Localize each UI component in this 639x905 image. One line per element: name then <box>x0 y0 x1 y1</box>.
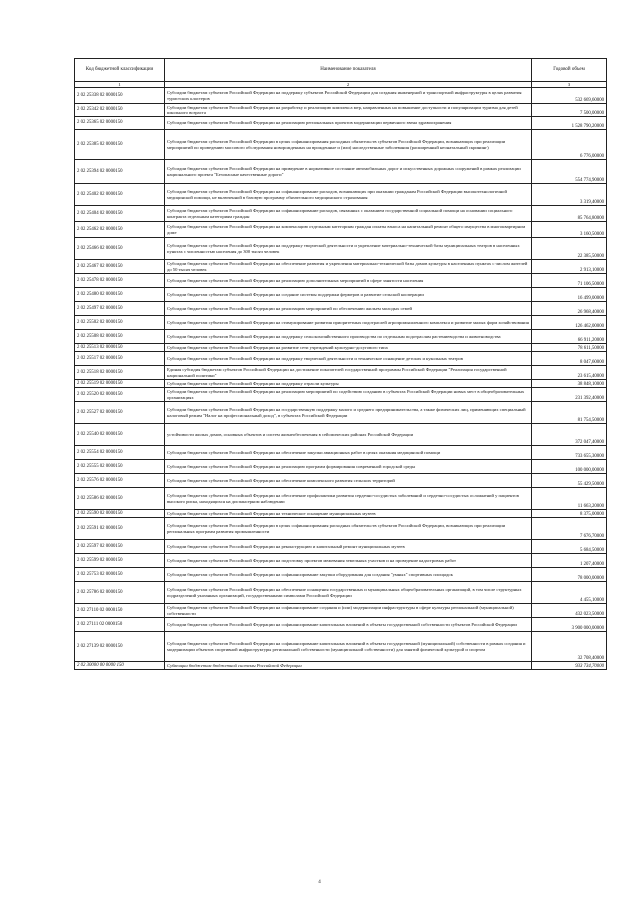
row-amount: 55 429,50000 <box>532 474 607 488</box>
row-code: 2 02 25385 02 0000150 <box>75 130 165 160</box>
row-name: Субсидии бюджетам субъектов Российской Федерации на реконструкцию и капитальный ремонт муниципальных музеев <box>165 540 532 554</box>
row-code: 2 02 25753 02 0000150 <box>75 568 165 582</box>
row-name: Субсидии бюджетам субъектов Российской Федерации на реализацию дополнительных мероприятий в сфере занятости населения <box>165 274 532 288</box>
row-code: 2 02 25502 02 0000150 <box>75 316 165 330</box>
row-amount: 81 754,50000 <box>532 402 607 424</box>
table-row <box>75 330 607 344</box>
row-code: 2 02 25599 02 0000150 <box>75 554 165 568</box>
table-row <box>75 388 607 402</box>
row-name: Субсидии бюджетам субъектов Российской Федерации на обеспечение закупки авиационных работ в целях оказания медицинской помощи <box>165 446 532 460</box>
row-code: 2 02 25554 02 0000150 <box>75 446 165 460</box>
row-code: 2 02 25517 02 0000150 <box>75 352 165 366</box>
row-name: Единая субсидия бюджетам субъектов Российской Федерации на достижение показателей государственной программы Российской Федерации "Реализация государственной национальной политики" <box>165 366 532 380</box>
row-name: Субсидии бюджетам субъектов Российской Федерации на реализацию региональных проектов модернизации первичного звена здравоохранения <box>165 117 532 130</box>
table-row <box>75 238 607 260</box>
row-amount: 8 375,00000 <box>532 510 607 518</box>
row-name: Субсидии бюджетам субъектов Российской Федерации на подготовку проектов межевания земельных участков и на проведение кадастровых работ <box>165 554 532 568</box>
row-name: Субсидии бюджетам субъектов Российской Федерации на техническое оснащение муниципальных музеев <box>165 510 532 518</box>
row-code: 2 02 25338 02 0000150 <box>75 88 165 104</box>
table-row <box>75 288 607 302</box>
row-amount: 100 000,00000 <box>532 460 607 474</box>
row-amount: 6 776,00000 <box>532 130 607 160</box>
row-code: 2 02 25540 02 0000150 <box>75 424 165 446</box>
row-amount: 78 000,00000 <box>532 568 607 582</box>
table-row <box>75 402 607 424</box>
row-amount: 532 669,60000 <box>532 88 607 104</box>
table-row <box>75 424 607 446</box>
row-amount: 85 764,80000 <box>532 206 607 222</box>
row-name: Субсидии бюджетам субъектов Российской Федерации на государственную поддержку малого и среднего предпринимательства, а также физических лиц, применяющих специальный налоговый режим "Налог на профессиональный доход", в субъектах Российской Федерации <box>165 402 532 424</box>
row-amount: 11 663,20000 <box>532 488 607 510</box>
row-code: 2 02 25590 02 0000150 <box>75 510 165 518</box>
row-code: 2 02 25342 02 0000150 <box>75 104 165 117</box>
row-amount: 22 385,50000 <box>532 238 607 260</box>
row-code: 2 02 25519 02 0000150 <box>75 380 165 388</box>
table-row <box>75 662 607 670</box>
row-name: Субсидии бюджетам субъектов Российской Федерации на разработку и реализацию комплекса мер, направленных на повышение доступности и популяризации туризма для детей школьного возраста <box>165 104 532 117</box>
row-amount: 32 708,40000 <box>532 632 607 662</box>
row-amount: 7 500,00000 <box>532 104 607 117</box>
row-code: 2 02 27139 02 0000150 <box>75 632 165 662</box>
table-row <box>75 88 607 104</box>
row-amount: 2 913,10000 <box>532 260 607 274</box>
table-row <box>75 344 607 352</box>
table-row <box>75 352 607 366</box>
row-amount: 3 319,40000 <box>532 184 607 206</box>
row-code: 2 02 25402 02 0000150 <box>75 184 165 206</box>
table-row <box>75 518 607 540</box>
header-code: Код бюджетной классификации <box>75 59 165 82</box>
row-code: 2 02 25591 02 0000150 <box>75 518 165 540</box>
row-amount: 372 047,40000 <box>532 424 607 446</box>
table-row <box>75 260 607 274</box>
table-row <box>75 366 607 380</box>
table-row <box>75 618 607 632</box>
table-row <box>75 380 607 388</box>
table-row <box>75 510 607 518</box>
page-number: 4 <box>318 880 321 885</box>
row-name: Субсидии бюджетам субъектов Российской Федерации на софинансирование капитальных вложений в объекты государственной (муниципальной) собственности в рамках создания и модернизации объектов спортивной инфраструктуры региональной собственности (муниципальной собственности) для занятий физической культурой и спортом <box>165 632 532 662</box>
table-row <box>75 568 607 582</box>
row-code: 2 02 25520 02 0000150 <box>75 388 165 402</box>
row-amount: 66 911,20000 <box>532 330 607 344</box>
table-header-row <box>75 59 607 82</box>
column-number: 3 <box>532 82 607 88</box>
row-amount: 733 655,30000 <box>532 446 607 460</box>
row-name: Субсидии бюджетам субъектов Российской Федерации на обеспечение комплексного развития сельских территорий <box>165 474 532 488</box>
row-code: 2 02 25576 02 0000150 <box>75 474 165 488</box>
row-code: 2 02 25555 02 0000150 <box>75 460 165 474</box>
row-code: 2 02 25497 02 0000150 <box>75 302 165 316</box>
row-name: Субсидии бюджетам субъектов Российской Федерации на обеспечение развития и укрепления материально-технической базы домов культуры в населенных пунктах с числом жителей до 50 тысяч человек <box>165 260 532 274</box>
row-name: Субсидии бюджетам субъектов Российской Федерации на поддержку творческой деятельности и укрепление материально-технической базы муниципальных театров в населенных пунктах с численностью населения до 300 тысяч человек <box>165 238 532 260</box>
row-amount: 8 047,60000 <box>532 352 607 366</box>
row-name: Субсидии бюджетам субъектов Российской Федерации на реализацию мероприятий по обеспечению жильем молодых семей <box>165 302 532 316</box>
row-code: 2 02 25597 02 0000150 <box>75 540 165 554</box>
row-name: Субсидии бюджетам субъектов Российской Федерации на поддержку субъектов Российской Федерации для создания инженерной и транспортной инфраструктуры в целях развития туристских кластеров <box>165 88 532 104</box>
row-amount: 432 023,50000 <box>532 604 607 618</box>
table-row <box>75 222 607 238</box>
row-name: Субсидии бюджетам субъектов Российской Федерации на софинансирование расходов, связанных с оказанием государственной социальной помощи на основании социального контракта отдельным категориям граждан <box>165 206 532 222</box>
row-code: 2 02 25394 02 0000150 <box>75 160 165 184</box>
row-amount: 4 455,10000 <box>532 582 607 604</box>
row-code: 2 02 25462 02 0000150 <box>75 222 165 238</box>
row-amount: 71 106,50000 <box>532 274 607 288</box>
row-code: 2 02 25786 02 0000150 <box>75 582 165 604</box>
row-name: Субсидии бюджетам субъектов Российской Федерации на создание системы поддержки фермеров и развитие сельской кооперации <box>165 288 532 302</box>
header-name: Наименование показателя <box>165 59 532 82</box>
row-name: Субсидии бюджетам субъектов Российской Федерации на софинансирование создания и (или) модернизации инфраструктуры в сфере культуры региональной (муниципальной) собственности <box>165 604 532 618</box>
row-amount: 3 160,50000 <box>532 222 607 238</box>
table-row <box>75 488 607 510</box>
row-code: 2 02 25478 02 0000150 <box>75 274 165 288</box>
row-name: Субсидии бюджетам субъектов Российской Федерации на стимулирование развития приоритетных подотраслей агропромышленного комплекса и развитие малых форм хозяйствования <box>165 316 532 330</box>
row-amount: 78 611,50000 <box>532 344 607 352</box>
table-row <box>75 130 607 160</box>
table-row <box>75 446 607 460</box>
row-amount: 38 848,10000 <box>532 380 607 388</box>
row-code: 2 02 25527 02 0000150 <box>75 402 165 424</box>
table-row <box>75 274 607 288</box>
row-name: Субсидии бюджетам субъектов Российской Федерации на поддержку сельскохозяйственного производства по отдельным подотраслям растениеводства и животноводства <box>165 330 532 344</box>
row-amount: 5 684,50000 <box>532 540 607 554</box>
table-row <box>75 460 607 474</box>
row-amount: 16 499,00000 <box>532 288 607 302</box>
row-code: 2 02 25508 02 0000150 <box>75 330 165 344</box>
row-name: Субсидии бюджетам субъектов Российской Федерации на обеспечение профилактики развития сердечно-сосудистых заболеваний и сердечно-сосудистых осложнений у пациентов высокого риска, находящихся на диспансерном наблюдении <box>165 488 532 510</box>
row-code: 2 02 27111 02 0000150 <box>75 618 165 632</box>
row-name: Субсидии бюджетам субъектов Российской Федерации на софинансирование капитальных вложений в объекты государственной собственности субъектов Российской Федерации <box>165 618 532 632</box>
row-name: Субсидии бюджетам субъектов Российской Федерации на реализацию мероприятий по содействию созданию в субъектах Российской Федерации новых мест в общеобразовательных организациях <box>165 388 532 402</box>
table-row <box>75 184 607 206</box>
table-row <box>75 554 607 568</box>
table-row <box>75 316 607 330</box>
row-name: Субсидии бюджетам субъектов Российской Федерации на софинансирование расходов, возникающих при оказании гражданам Российской Федерации высокотехнологичной медицинской помощи, не включенной в базовую программу обязательного медицинского страхования <box>165 184 532 206</box>
row-name: Субвенции бюджетам бюджетной системы Российской Федерации <box>165 662 532 670</box>
table-row <box>75 302 607 316</box>
row-amount: 23 615,40000 <box>532 366 607 380</box>
row-name: Субсидии бюджетам субъектов Российской Федерации на поддержку отрасли культуры <box>165 380 532 388</box>
document-page <box>74 58 606 670</box>
table-row <box>75 474 607 488</box>
budget-table <box>74 58 607 670</box>
table-row <box>75 604 607 618</box>
table-row <box>75 117 607 130</box>
row-name: Субсидии бюджетам субъектов Российской Федерации на поддержку творческой деятельности и техническое оснащение детских и кукольных театров <box>165 352 532 366</box>
row-name: Субсидии бюджетам субъектов Российской Федерации на реализацию программ формирования современной городской среды <box>165 460 532 474</box>
row-amount: 1 207,40000 <box>532 554 607 568</box>
row-code: 2 02 25466 02 0000150 <box>75 238 165 260</box>
row-name: Субсидии бюджетам субъектов Российской Федерации на компенсацию отдельным категориям граждан оплаты взноса на капитальный ремонт общего имущества в многоквартирном доме <box>165 222 532 238</box>
column-number: 1 <box>75 82 165 88</box>
header-amount: Годовой объем <box>532 59 607 82</box>
table-row <box>75 540 607 554</box>
row-amount: 3 900 000,00000 <box>532 618 607 632</box>
row-name: Субсидии бюджетам субъектов Российской Федерации в целях софинансирования расходных обязательств субъектов Российской Федерации, возникающих при реализации региональных программ развития промышленности <box>165 518 532 540</box>
row-name: Субсидии бюджетам субъектов Российской Федерации в целях софинансирования расходных обязательств субъектов Российской Федерации, возникающих при реализации мероприятий по проведению массового обследования новорожденных на врожденные и (или) наследственные заболевания (расширенный неонатальный скрининг) <box>165 130 532 160</box>
row-name: Субсидии бюджетам субъектов Российской Федерации на обеспечение оснащения государственных и муниципальных общеобразовательных организаций, в том числе структурных подразделений указанных организаций, государственными символами Российской Федерации <box>165 582 532 604</box>
row-code: 2 02 25404 02 0000150 <box>75 206 165 222</box>
row-code: 2 02 25586 02 0000150 <box>75 488 165 510</box>
column-number: 2 <box>165 82 532 88</box>
row-amount: 7 676,70000 <box>532 518 607 540</box>
table-row <box>75 632 607 662</box>
row-amount: 126 462,00000 <box>532 316 607 330</box>
table-row <box>75 104 607 117</box>
row-code: 2 02 25480 02 0000150 <box>75 288 165 302</box>
table-row <box>75 160 607 184</box>
row-code: 2 02 25518 02 0000150 <box>75 366 165 380</box>
table-row <box>75 206 607 222</box>
row-name: Субсидии бюджетам субъектов Российской Федерации на приведение в нормативное состояние автомобильных дорог и искусственных дорожных сооружений в рамках реализации национального проекта "Безопасные качественные дороги" <box>165 160 532 184</box>
row-amount: 1 528 790,20000 <box>532 117 607 130</box>
row-amount: 933 734,70000 <box>532 662 607 670</box>
row-name: Субсидии бюджетам субъектов Российской Федерации на софинансирование закупки оборудования для создания "умных" спортивных площадок <box>165 568 532 582</box>
row-code: 2 02 25467 02 0000150 <box>75 260 165 274</box>
row-code: 2 02 25513 02 0000150 <box>75 344 165 352</box>
row-name: Субсидии бюджетам субъектов Российской Федерации на развитие сети учреждений культурно-досугового типа <box>165 344 532 352</box>
row-amount: 554 774,90000 <box>532 160 607 184</box>
row-code: 2 02 27110 02 0000150 <box>75 604 165 618</box>
table-row <box>75 582 607 604</box>
row-amount: 231 392,40000 <box>532 388 607 402</box>
row-name: устойчивости жилых домов, основных объектов и систем жизнеобеспечения в сейсмических районах Российской Федерации <box>165 424 532 446</box>
row-code: 2 02 30000 00 0000 150 <box>75 662 165 670</box>
row-amount: 26 968,40000 <box>532 302 607 316</box>
row-code: 2 02 25365 02 0000150 <box>75 117 165 130</box>
